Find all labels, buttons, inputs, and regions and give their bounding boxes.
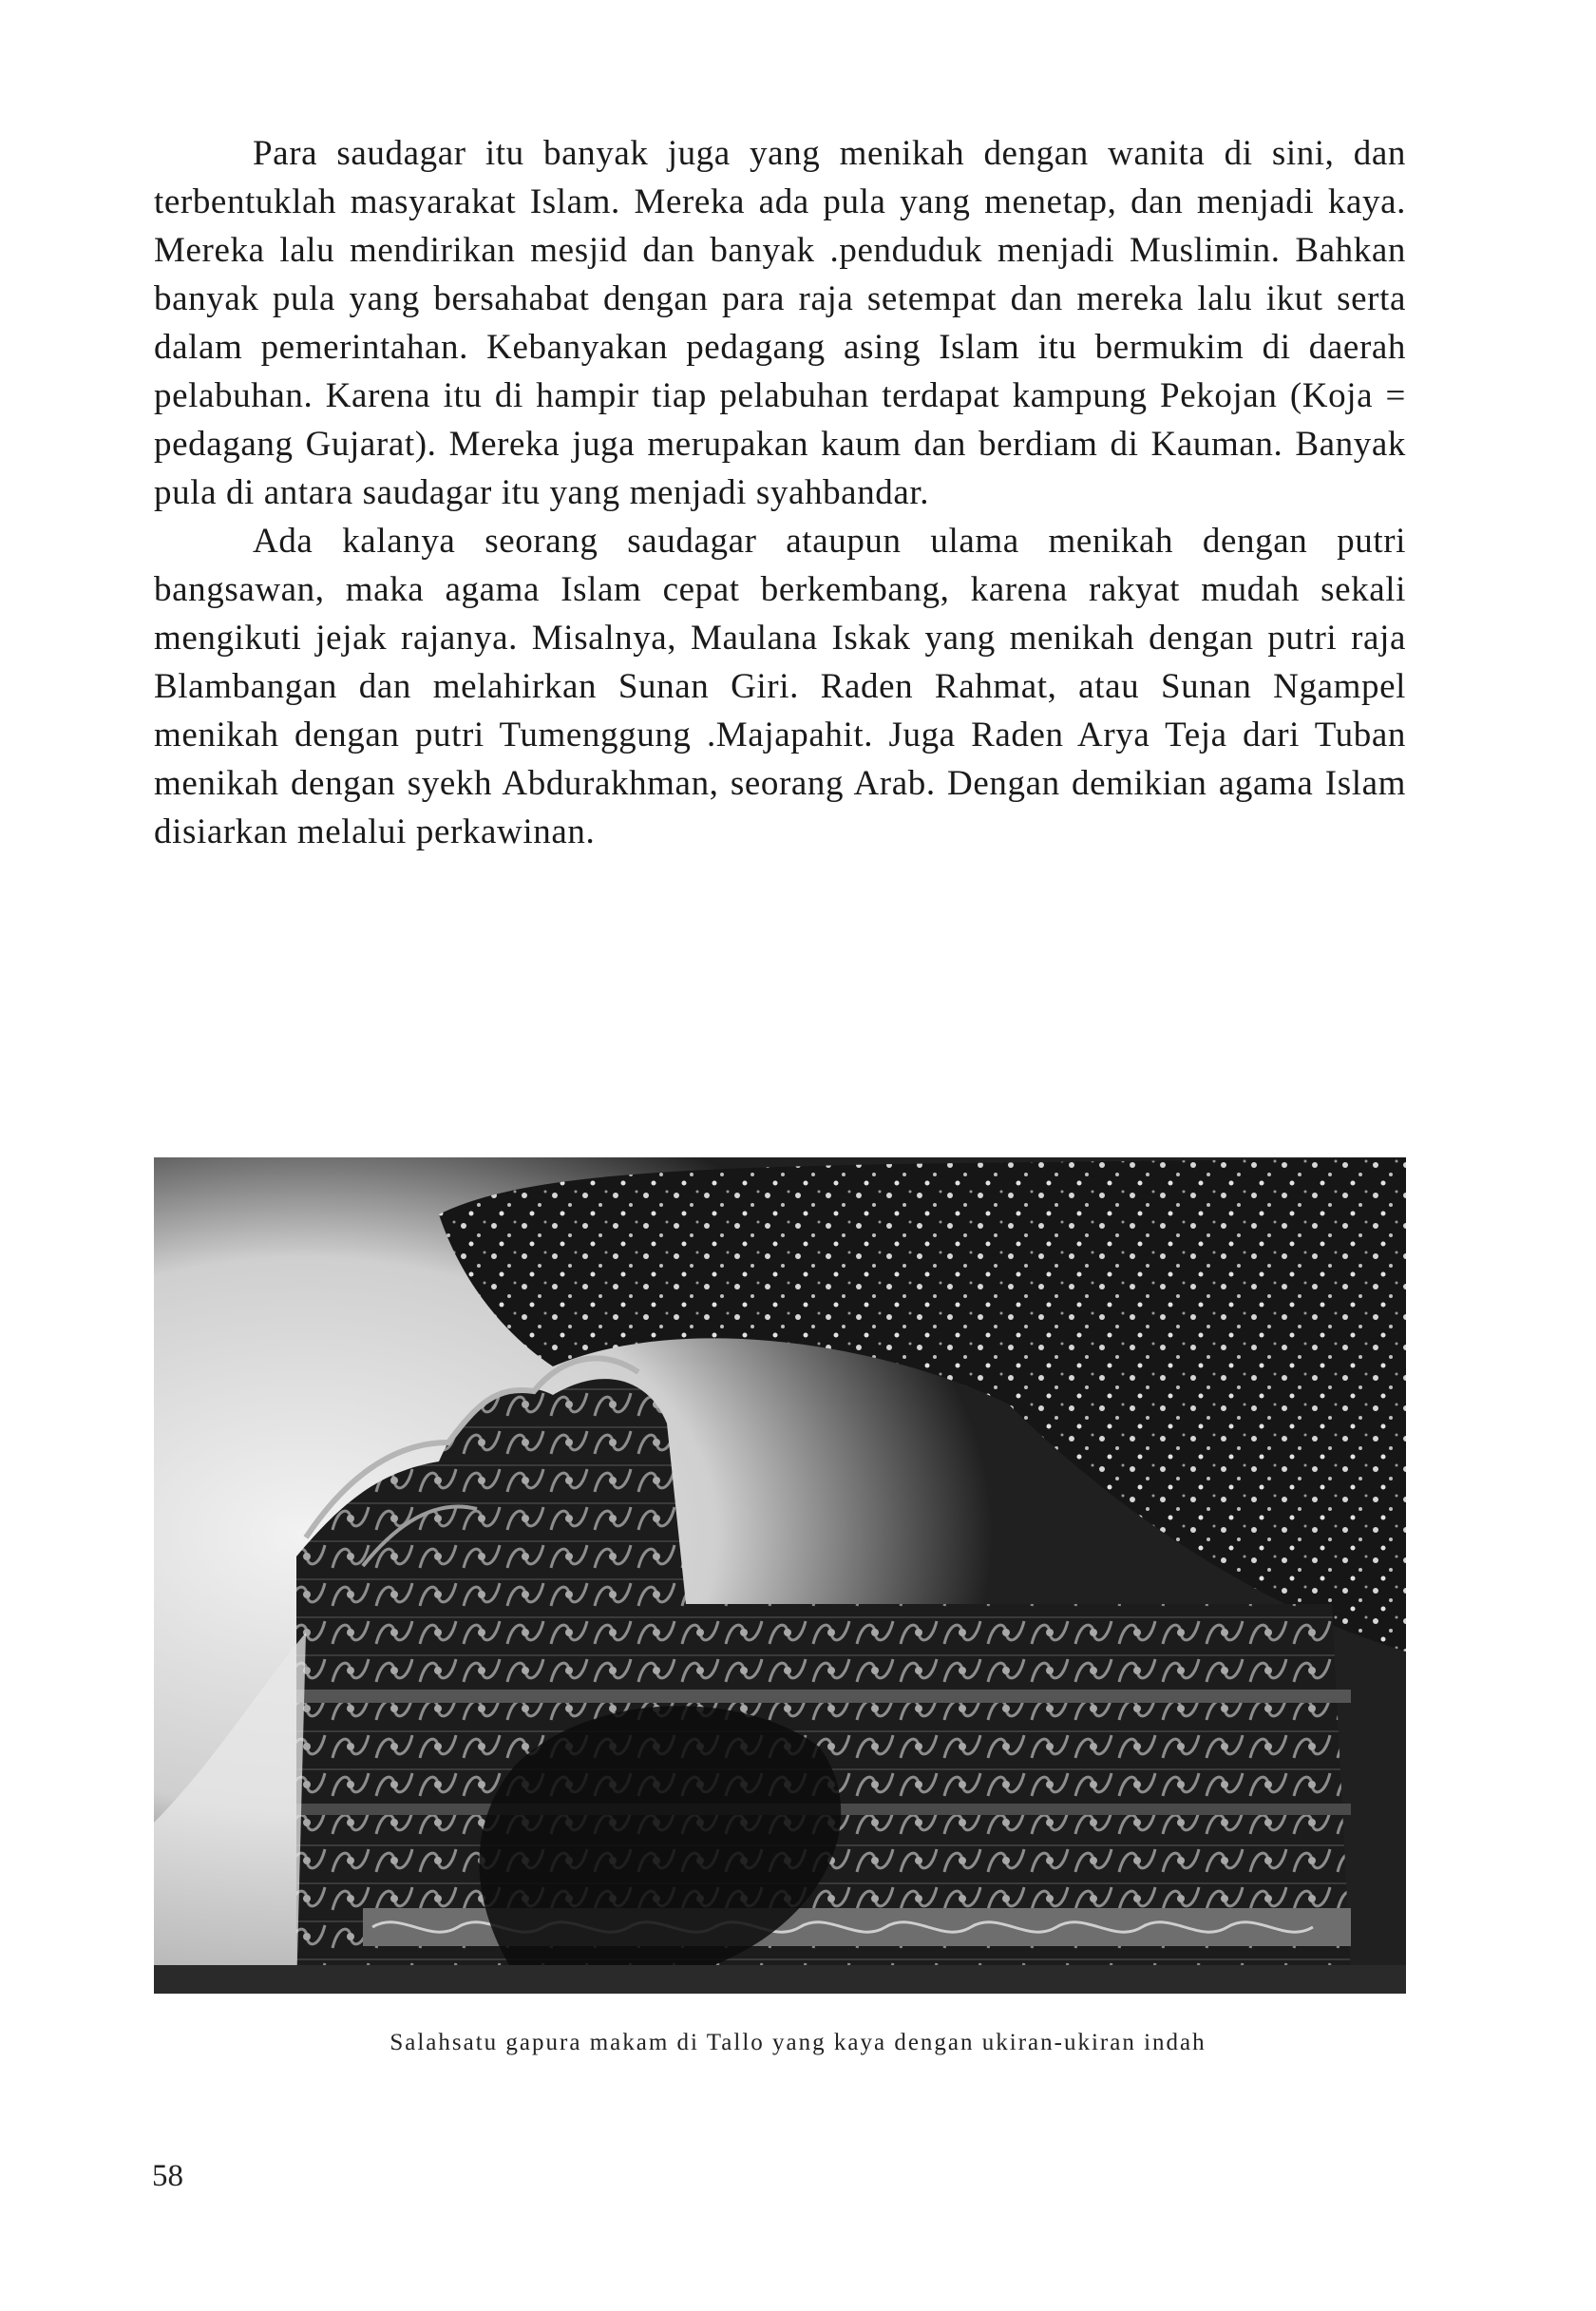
gate-tomb-photo (154, 1157, 1406, 1994)
carved-gate-image (154, 1157, 1406, 1994)
paragraph-2: Ada kalanya seorang saudagar ataupun ulama menikah dengan putri bangsawan, maka agama Islam cepat berkembang, karena rakyat mudah sekali mengikuti jejak rajanya. Misalnya, Maulana Iskak yang menikah dengan putri raja Blambangan dan melahirkan Sunan Giri. Raden Rahmat, atau Sunan Ngampel menikah dengan putri Tumenggung .Majapahit. Juga Raden Arya Teja dari Tuban menikah dengan syekh Abdurakhman, seorang Arab. Dengan demikian agama Islam disiarkan melalui perkawinan. (154, 522, 1406, 851)
body-text (154, 129, 1406, 856)
photo-caption: Salahsatu gapura makam di Tallo yang kaya dengan ukiran-ukiran indah (390, 2030, 1206, 2055)
page-number: 58 (152, 2159, 183, 2193)
paragraph-1: Para saudagar itu banyak juga yang menikah dengan wanita di sini, dan terbentuklah masyarakat Islam. Mereka ada pula yang menetap, dan menjadi kaya. Mereka lalu mendirikan mesjid dan banyak .penduduk menjadi Muslimin. Bahkan banyak pula yang bersahabat dengan para raja setempat dan mereka lalu ikut serta dalam pemerintahan. Kebanyakan pedagang asing Islam itu bermukim di daerah pelabuhan. Karena itu di hampir tiap pelabuhan terdapat kampung Pekojan (Koja = pedagang Gujarat). Mereka juga merupakan kaum dan berdiam di Kauman. Banyak pula di antara saudagar itu yang menjadi syahbandar. (154, 134, 1406, 512)
